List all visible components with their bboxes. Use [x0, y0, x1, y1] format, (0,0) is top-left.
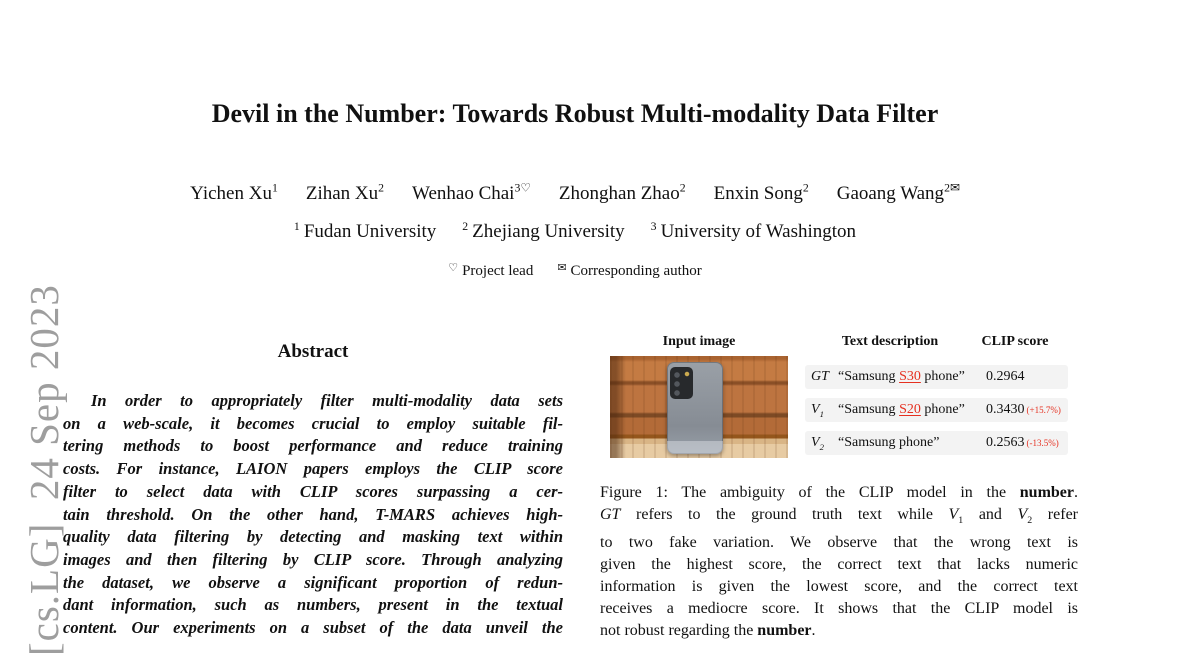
text-segment: 2	[819, 441, 824, 452]
text-segment: to two fake variation. We observe that the wrong text is	[600, 534, 1078, 551]
author-name: Gaoang Wang	[836, 183, 945, 205]
affiliation-list	[0, 220, 1150, 243]
text-segment: GT	[811, 369, 829, 384]
abstract-line: costs. For instance, LAION papers employs the CLIP score	[63, 459, 563, 479]
text-segment: and	[963, 505, 1018, 523]
row-text-description	[838, 431, 939, 455]
abstract-line: images and then filtering by CLIP score. Through analyzing	[63, 549, 563, 569]
text-segment: 1	[819, 408, 824, 419]
affiliation	[462, 221, 624, 242]
row-text-description	[838, 398, 965, 422]
text-segment: number	[757, 621, 812, 639]
row-label	[811, 398, 824, 426]
abstract-section	[63, 341, 563, 648]
author-superscript: 2	[378, 182, 385, 195]
phone	[667, 362, 723, 454]
affiliation-superscript: 1	[293, 220, 300, 233]
affiliation-superscript: 2	[462, 220, 469, 233]
column-header-text-description: Text description	[841, 334, 939, 349]
text-segment: information is given the lowest score, and the correct text	[600, 577, 1078, 595]
text-segment: V	[1017, 505, 1028, 523]
affiliation	[294, 221, 436, 242]
author-name: Zihan Xu	[305, 183, 379, 205]
text-segment: “Samsung	[838, 402, 900, 417]
abstract-line: filter to select data with CLIP scores surpassing a cer-	[63, 481, 563, 501]
table-row	[805, 398, 1068, 422]
text-segment: phone”	[920, 402, 965, 417]
text-segment: phone”	[920, 369, 965, 384]
author	[412, 183, 531, 204]
caption-line	[600, 554, 1078, 576]
text-segment: refers to the ground truth text while	[620, 505, 949, 523]
score-value: 0.2563	[986, 435, 1025, 450]
paper-title: Devil in the Number: Towards Robust Multi-modality Data Filter	[211, 99, 939, 128]
abstract-line: dant information, such as numbers, present in the textual	[63, 595, 563, 615]
table-row	[805, 431, 1068, 455]
text-segment: .	[811, 621, 816, 639]
author-superscript: 1	[271, 182, 278, 195]
text-segment: V	[948, 505, 959, 523]
author-list	[0, 181, 1150, 205]
score-value: 0.3430	[986, 402, 1025, 417]
abstract-line: the dataset, we observe a significant proportion of redun-	[63, 572, 563, 592]
column-header-clip-score: CLIP score	[981, 334, 1049, 349]
table-row	[805, 365, 1068, 389]
affiliation-name: Zhejiang University	[472, 221, 625, 243]
abstract-line: on a web-scale, it becomes crucial to employ suitable fil-	[63, 413, 563, 433]
score-delta: (-13.5%)	[1026, 438, 1059, 448]
role-note	[557, 263, 701, 279]
heart-icon: ♡	[448, 262, 459, 274]
score-delta: (+15.7%)	[1026, 405, 1061, 415]
score-value: 0.2964	[986, 369, 1025, 384]
text-segment: .	[1074, 484, 1078, 501]
author-superscript: 2	[679, 182, 686, 195]
text-segment: S20	[899, 402, 921, 417]
phone-bottom-edge	[667, 441, 723, 454]
author-name: Yichen Xu	[190, 183, 272, 205]
author	[306, 183, 384, 204]
text-segment: not robust regarding the	[600, 621, 758, 639]
author	[190, 183, 278, 204]
text-segment: 1	[958, 515, 964, 527]
author-name: Wenhao Chai	[412, 183, 515, 205]
caption-line	[600, 532, 1078, 554]
text-segment: receives a mediocre score. It shows that the CLIP model is	[600, 599, 1078, 617]
text-segment: “Samsung phone”	[838, 435, 940, 450]
text-segment: V	[811, 402, 820, 417]
caption-line	[600, 482, 1078, 504]
figure-caption	[600, 482, 1078, 642]
row-clip-score	[986, 365, 1025, 389]
author-superscript: 2✉	[944, 182, 960, 195]
text-segment: Figure 1: The ambiguity of the CLIP model in the	[600, 484, 1020, 501]
row-clip-score	[986, 398, 1061, 422]
figure-1	[600, 330, 1068, 480]
role-note-label: Corresponding author	[570, 263, 702, 279]
text-segment: 2	[1027, 515, 1033, 527]
abstract-body	[63, 390, 563, 640]
author-name: Enxin Song	[713, 183, 803, 205]
row-text-description	[838, 365, 965, 389]
affiliation-name: University of Washington	[660, 221, 857, 243]
caption-line	[600, 504, 1078, 532]
affiliation	[651, 221, 856, 242]
role-note	[448, 263, 533, 279]
affiliation-name: Fudan University	[303, 221, 437, 243]
text-segment: V	[811, 435, 820, 450]
paper-header	[0, 0, 1150, 300]
table-rows	[805, 365, 1068, 464]
author	[559, 183, 686, 204]
caption-line	[600, 620, 1078, 642]
abstract-line: content. Our experiments on a subset of the data unveil the	[63, 618, 563, 638]
text-segment: “Samsung	[838, 369, 900, 384]
abstract-line: tain threshold. On the other hand, T-MARS achieves high-	[63, 504, 563, 524]
text-segment: number	[1019, 484, 1074, 501]
author-name: Zhonghan Zhao	[558, 183, 680, 205]
arxiv-watermark: [cs.LG] 24 Sep 2023	[21, 284, 67, 656]
role-note-label: Project lead	[462, 263, 534, 279]
author-superscript: 3♡	[514, 182, 531, 195]
author	[837, 183, 960, 204]
envelope-icon: ✉	[557, 262, 567, 274]
input-image	[610, 356, 788, 458]
phone-camera-module	[670, 367, 693, 399]
author-superscript: 2	[802, 182, 809, 195]
row-label	[811, 431, 824, 459]
text-segment: GT	[600, 505, 621, 523]
author	[714, 183, 809, 204]
row-label	[811, 365, 829, 389]
abstract-line: quality data filtering by detecting and masking text within	[63, 527, 563, 547]
row-clip-score	[986, 431, 1059, 455]
text-segment: S30	[899, 369, 921, 384]
affiliation-superscript: 3	[650, 220, 657, 233]
caption-line	[600, 576, 1078, 598]
text-segment: refer	[1032, 505, 1078, 523]
caption-line	[600, 598, 1078, 620]
abstract-line: tering methods to boost performance and reduce training	[63, 436, 563, 456]
role-notes	[0, 261, 1150, 280]
abstract-heading: Abstract	[277, 341, 349, 362]
abstract-line: In order to appropriately filter multi-modality data sets	[91, 391, 563, 410]
input-image-label: Input image	[662, 334, 736, 349]
text-segment: given the highest score, the correct text that lacks numeric	[600, 555, 1078, 573]
